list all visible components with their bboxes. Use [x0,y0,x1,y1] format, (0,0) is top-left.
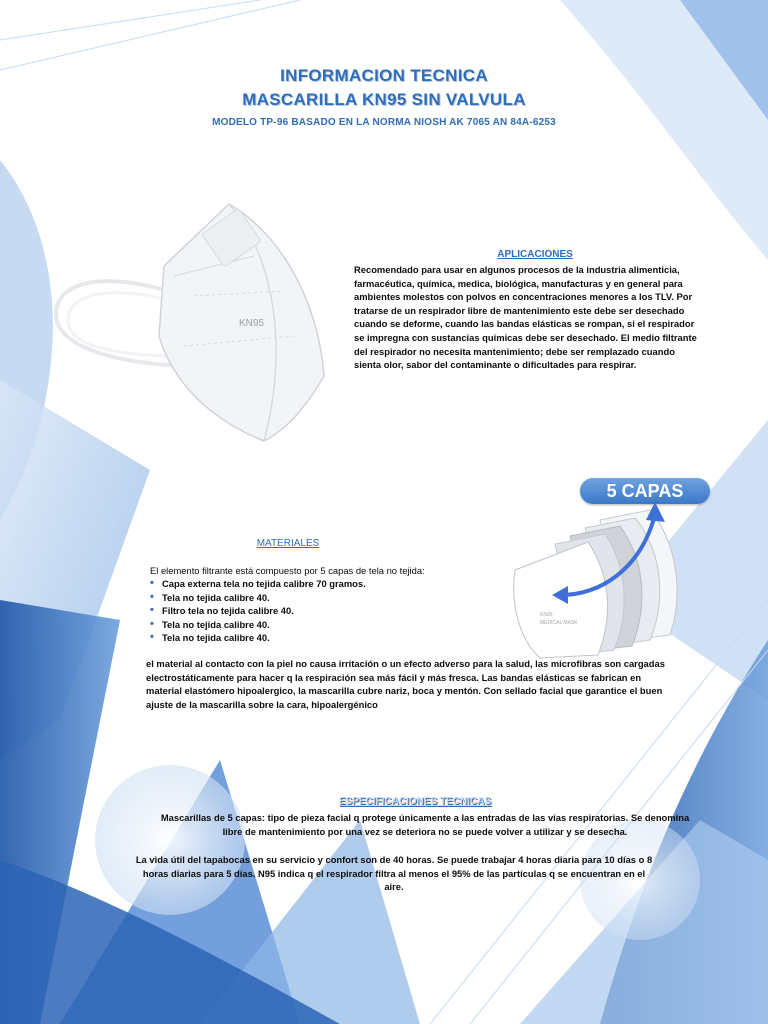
title-line1: INFORMACION TECNICA [280,66,488,85]
aplicaciones-heading: APLICACIONES [497,249,573,260]
materiales-body: el material al contacto con la piel no causa irritación o un efecto adverso para la salud, las microfibras son cargadas electrostáticamente para hacer q la respiración sea más fácil y más fresca. Las bandas elásticas se fabrican en material elastómero hipoalergico, la mascarilla cubre nariz, boca y mentón. Con sellado facial que garantice el buen ajuste de la mascarilla sobre la cara, hipoalergénico [146,658,665,710]
list-item: • Tela no tejida calibre 40. [150,591,490,605]
layer-print-2: MEDICAL MASK [540,620,578,626]
kn95-mask-image [34,196,334,446]
aplicaciones-body: Recomendado para usar en algunos procesos de la industria alimenticia, farmacéutica, química, medica, biológica, manufacturas y en general para ambientes molestos con polvos en concentraciones menores a los TLV. Por tratarse de un respirador libre de mantenimiento este debe ser desechado cuando se deforme, cuando las bandas elásticas se rompan, si el respirador se impregna con sustancias químicas debe ser desechado. El medio filtrante del respirador no necesita mantenimiento; debe ser remplazado cuando sienta olor, sabor del contaminante o dificultades para respirar. [354,264,697,371]
especificaciones-body-2: La vida útil del tapabocas en su servicio y confort son de 40 horas. Se puede trabajar 4 horas diaria para 10 días o 8 horas diarias para 5 días. N95 indica q el respirador filtra al menos el 95% de las partículas q se encuentran en el aire. [135,854,653,893]
mask-layers-image [500,500,690,660]
list-item: • Tela no tejida calibre 40. [150,618,490,632]
especificaciones-heading: ESPECIFICACIONES TECNICAS [338,796,492,807]
mask-print-text: KN95 [239,318,265,329]
capas-badge: 5 CAPAS [580,478,710,504]
list-item: • Capa externa tela no tejida calibre 70 gramos. [150,577,490,591]
materiales-list [150,577,490,645]
materiales-intro: El elemento filtrante está compuesto por 5 capas de tela no tejida: [150,565,425,576]
subtitle: MODELO TP-96 BASADO EN LA NORMA NIOSH AK 7065 AN 84A-6253 [212,117,556,128]
list-item: • Tela no tejida calibre 40. [150,631,490,645]
layer-print-1: KN95 [540,612,553,618]
title-line2: MASCARILLA KN95 SIN VALVULA [242,90,526,109]
especificaciones-body-1: Mascarillas de 5 capas: tipo de pieza facial q protege únicamente a las entradas de las vías respiratorias. Se denomina libre de mantenimiento por una vez se deteriora no se puede volver a utilizar y se desecha. [160,812,690,837]
list-item: • Filtro tela no tejida calibre 40. [150,604,490,618]
materiales-heading: MATERIALES [256,538,320,549]
